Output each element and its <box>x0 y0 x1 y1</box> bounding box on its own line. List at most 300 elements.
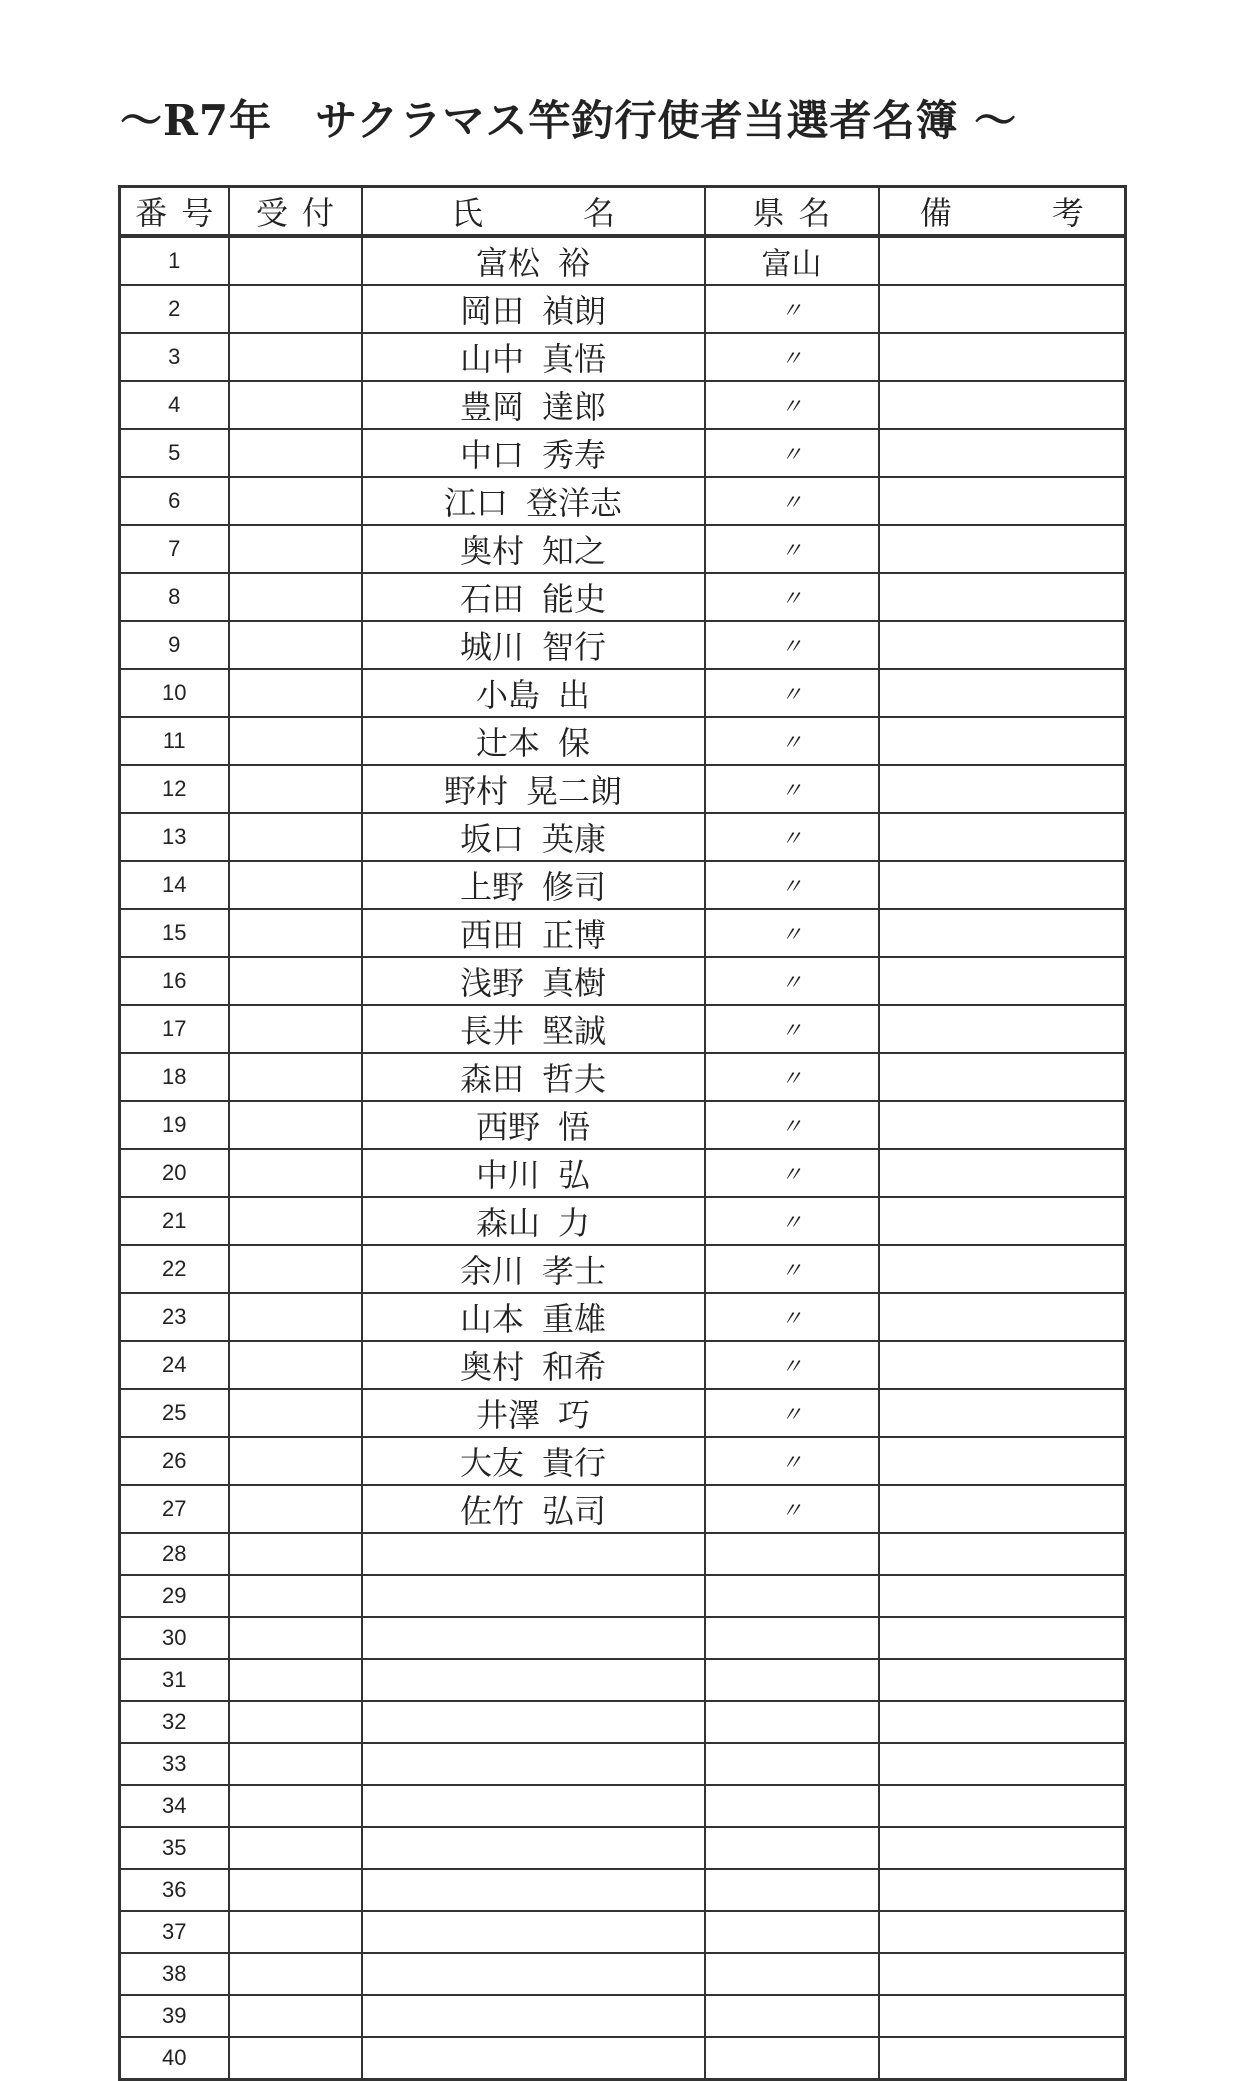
row-number: 22 <box>120 1245 229 1293</box>
row-number: 17 <box>120 1005 229 1053</box>
table-row <box>120 717 1126 765</box>
notes-cell <box>879 1575 1126 1617</box>
row-number: 26 <box>120 1437 229 1485</box>
row-number: 1 <box>120 236 229 285</box>
name-cell <box>362 909 705 957</box>
given-name: 能史 <box>542 580 607 618</box>
table-row <box>120 765 1126 813</box>
received-cell <box>229 1659 362 1701</box>
received-cell <box>229 717 362 765</box>
given-name: 和希 <box>542 1348 607 1386</box>
header-prefecture-char-2: 名 <box>798 194 831 232</box>
notes-cell <box>879 717 1126 765</box>
row-number: 25 <box>120 1389 229 1437</box>
row-number: 30 <box>120 1617 229 1659</box>
prefecture-cell: 〃 <box>705 1149 879 1197</box>
row-number: 28 <box>120 1533 229 1575</box>
prefecture-cell <box>705 1827 879 1869</box>
table-row <box>120 861 1126 909</box>
prefecture-cell <box>705 1701 879 1743</box>
prefecture-cell: 〃 <box>705 957 879 1005</box>
given-name: 禎朗 <box>542 292 607 330</box>
notes-cell <box>879 1701 1126 1743</box>
notes-cell <box>879 525 1126 573</box>
received-cell <box>229 1785 362 1827</box>
row-number: 11 <box>120 717 229 765</box>
given-name: 裕 <box>558 244 591 282</box>
received-cell <box>229 1053 362 1101</box>
given-name: 智行 <box>542 628 607 666</box>
name-cell <box>362 236 705 285</box>
prefecture-cell: 〃 <box>705 1341 879 1389</box>
prefecture-cell <box>705 1575 879 1617</box>
given-name: 悟 <box>558 1108 591 1146</box>
prefecture-cell: 〃 <box>705 285 879 333</box>
name-cell <box>362 525 705 573</box>
notes-cell <box>879 573 1126 621</box>
received-cell <box>229 333 362 381</box>
received-cell <box>229 957 362 1005</box>
notes-cell <box>879 1659 1126 1701</box>
header-received-char-2: 付 <box>302 194 335 232</box>
given-name: 哲夫 <box>542 1060 607 1098</box>
name-cell <box>362 429 705 477</box>
notes-cell <box>879 1953 1126 1995</box>
table-row <box>120 1245 1126 1293</box>
name-cell <box>362 1341 705 1389</box>
received-cell <box>229 1005 362 1053</box>
surname: 城川 <box>459 628 524 666</box>
name-cell <box>362 813 705 861</box>
received-cell <box>229 861 362 909</box>
notes-cell <box>879 1617 1126 1659</box>
surname: 西田 <box>459 916 524 954</box>
prefecture-cell <box>705 1659 879 1701</box>
row-number: 34 <box>120 1785 229 1827</box>
received-cell <box>229 429 362 477</box>
notes-cell <box>879 1005 1126 1053</box>
surname: 野村 <box>443 772 508 810</box>
prefecture-cell: 〃 <box>705 1053 879 1101</box>
prefecture-cell: 〃 <box>705 1485 879 1533</box>
notes-cell <box>879 1869 1126 1911</box>
row-number: 24 <box>120 1341 229 1389</box>
row-number: 8 <box>120 573 229 621</box>
prefecture-cell: 〃 <box>705 333 879 381</box>
prefecture-cell: 〃 <box>705 525 879 573</box>
prefecture-cell <box>705 1869 879 1911</box>
header-row <box>120 187 1126 237</box>
given-name: 弘 <box>558 1156 591 1194</box>
row-number: 37 <box>120 1911 229 1953</box>
table-row <box>120 813 1126 861</box>
table-row <box>120 1575 1126 1617</box>
received-cell <box>229 813 362 861</box>
surname: 山中 <box>459 340 524 378</box>
given-name: 達郎 <box>542 388 607 426</box>
prefecture-cell: 〃 <box>705 429 879 477</box>
notes-cell <box>879 765 1126 813</box>
table-row <box>120 1149 1126 1197</box>
notes-cell <box>879 1911 1126 1953</box>
notes-cell <box>879 1197 1126 1245</box>
notes-cell <box>879 1053 1126 1101</box>
prefecture-cell: 〃 <box>705 1101 879 1149</box>
surname: 岡田 <box>459 292 524 330</box>
prefecture-cell: 〃 <box>705 1197 879 1245</box>
notes-cell <box>879 669 1126 717</box>
prefecture-cell: 〃 <box>705 381 879 429</box>
row-number: 27 <box>120 1485 229 1533</box>
notes-cell <box>879 1485 1126 1533</box>
table-row <box>120 1911 1126 1953</box>
surname: 中口 <box>459 436 524 474</box>
table-row <box>120 1053 1126 1101</box>
received-cell <box>229 765 362 813</box>
row-number: 23 <box>120 1293 229 1341</box>
name-cell <box>362 1197 705 1245</box>
name-cell <box>362 381 705 429</box>
row-number: 20 <box>120 1149 229 1197</box>
notes-cell <box>879 285 1126 333</box>
name-cell <box>362 1005 705 1053</box>
received-cell <box>229 1995 362 2037</box>
given-name: 弘司 <box>542 1492 607 1530</box>
row-number: 9 <box>120 621 229 669</box>
name-cell <box>362 957 705 1005</box>
table-row <box>120 1995 1126 2037</box>
surname: 井澤 <box>475 1396 540 1434</box>
row-number: 33 <box>120 1743 229 1785</box>
prefecture-cell: 〃 <box>705 573 879 621</box>
received-cell <box>229 477 362 525</box>
header-prefecture-char-1: 県 <box>752 194 785 232</box>
received-cell <box>229 1869 362 1911</box>
received-cell <box>229 381 362 429</box>
received-cell <box>229 573 362 621</box>
table-row <box>120 285 1126 333</box>
table-row <box>120 1293 1126 1341</box>
notes-cell <box>879 1389 1126 1437</box>
given-name: 孝士 <box>542 1252 607 1290</box>
name-cell <box>362 1701 705 1743</box>
table-row <box>120 1827 1126 1869</box>
name-cell <box>362 1911 705 1953</box>
notes-cell <box>879 477 1126 525</box>
given-name: 登洋志 <box>526 484 623 522</box>
notes-cell <box>879 1533 1126 1575</box>
notes-cell <box>879 621 1126 669</box>
name-cell <box>362 861 705 909</box>
surname: 江口 <box>443 484 508 522</box>
surname: 富松 <box>475 244 540 282</box>
prefecture-cell <box>705 1617 879 1659</box>
notes-cell <box>879 1785 1126 1827</box>
received-cell <box>229 1389 362 1437</box>
row-number: 10 <box>120 669 229 717</box>
given-name: 重雄 <box>542 1300 607 1338</box>
table-row <box>120 1389 1126 1437</box>
row-number: 3 <box>120 333 229 381</box>
surname: 余川 <box>459 1252 524 1290</box>
surname: 森田 <box>459 1060 524 1098</box>
name-cell <box>362 1659 705 1701</box>
notes-cell <box>879 1743 1126 1785</box>
received-cell <box>229 1149 362 1197</box>
received-cell <box>229 1743 362 1785</box>
prefecture-cell <box>705 1785 879 1827</box>
notes-cell <box>879 1341 1126 1389</box>
surname: 山本 <box>459 1300 524 1338</box>
header-notes-char-1: 備 <box>919 194 952 232</box>
received-cell <box>229 1617 362 1659</box>
given-name: 出 <box>558 676 591 714</box>
prefecture-cell: 〃 <box>705 1245 879 1293</box>
notes-cell <box>879 813 1126 861</box>
name-cell <box>362 1533 705 1575</box>
table-row <box>120 1701 1126 1743</box>
table-row <box>120 1197 1126 1245</box>
prefecture-cell <box>705 1911 879 1953</box>
prefecture-cell <box>705 2037 879 2079</box>
header-number-char-2: 号 <box>181 194 214 232</box>
row-number: 4 <box>120 381 229 429</box>
name-cell <box>362 1953 705 1995</box>
surname: 奥村 <box>459 532 524 570</box>
surname: 浅野 <box>459 964 524 1002</box>
row-number: 40 <box>120 2037 229 2079</box>
table-row <box>120 429 1126 477</box>
table-row <box>120 525 1126 573</box>
row-number: 16 <box>120 957 229 1005</box>
received-cell <box>229 1575 362 1617</box>
notes-cell <box>879 1293 1126 1341</box>
name-cell <box>362 669 705 717</box>
table-row <box>120 1341 1126 1389</box>
page-title: ～R7年 サクラマス竿釣行使者当選者名簿 ～ <box>120 96 1018 145</box>
prefecture-cell: 〃 <box>705 477 879 525</box>
prefecture-cell: 〃 <box>705 813 879 861</box>
received-cell <box>229 1341 362 1389</box>
received-cell <box>229 621 362 669</box>
name-cell <box>362 765 705 813</box>
surname: 豊岡 <box>459 388 524 426</box>
row-number: 18 <box>120 1053 229 1101</box>
name-cell <box>362 477 705 525</box>
row-number: 14 <box>120 861 229 909</box>
name-cell <box>362 1149 705 1197</box>
header-notes-char-2: 考 <box>1051 194 1084 232</box>
row-number: 2 <box>120 285 229 333</box>
received-cell <box>229 1101 362 1149</box>
given-name: 真樹 <box>542 964 607 1002</box>
prefecture-cell: 〃 <box>705 861 879 909</box>
table-row <box>120 1617 1126 1659</box>
table-row <box>120 1437 1126 1485</box>
name-cell <box>362 717 705 765</box>
surname: 小島 <box>475 676 540 714</box>
table-row <box>120 1533 1126 1575</box>
received-cell <box>229 285 362 333</box>
notes-cell <box>879 2037 1126 2079</box>
notes-cell <box>879 1995 1126 2037</box>
row-number: 36 <box>120 1869 229 1911</box>
given-name: 英康 <box>542 820 607 858</box>
table-row <box>120 2037 1126 2079</box>
prefecture-cell <box>705 1995 879 2037</box>
name-cell <box>362 1389 705 1437</box>
received-cell <box>229 1827 362 1869</box>
row-number: 32 <box>120 1701 229 1743</box>
row-number: 15 <box>120 909 229 957</box>
prefecture-cell: 〃 <box>705 621 879 669</box>
header-name-char-2: 名 <box>583 194 616 232</box>
table-row <box>120 573 1126 621</box>
row-number: 7 <box>120 525 229 573</box>
row-number: 12 <box>120 765 229 813</box>
received-cell <box>229 236 362 285</box>
prefecture-cell: 〃 <box>705 765 879 813</box>
table-row <box>120 957 1126 1005</box>
given-name: 真悟 <box>542 340 607 378</box>
given-name: 晃二朗 <box>526 772 623 810</box>
prefecture-cell: 〃 <box>705 669 879 717</box>
table-row <box>120 1785 1126 1827</box>
table-row <box>120 381 1126 429</box>
surname: 辻本 <box>475 724 540 762</box>
table-row <box>120 1659 1126 1701</box>
notes-cell <box>879 236 1126 285</box>
surname: 長井 <box>459 1012 524 1050</box>
header-name <box>362 187 705 237</box>
given-name: 知之 <box>542 532 607 570</box>
received-cell <box>229 1911 362 1953</box>
given-name: 修司 <box>542 868 607 906</box>
row-number: 39 <box>120 1995 229 2037</box>
row-number: 5 <box>120 429 229 477</box>
received-cell <box>229 669 362 717</box>
name-cell <box>362 1869 705 1911</box>
header-prefecture <box>705 187 879 237</box>
prefecture-cell: 〃 <box>705 909 879 957</box>
given-name: 堅誠 <box>542 1012 607 1050</box>
surname: 上野 <box>459 868 524 906</box>
notes-cell <box>879 1827 1126 1869</box>
name-cell <box>362 333 705 381</box>
notes-cell <box>879 957 1126 1005</box>
table-row <box>120 1101 1126 1149</box>
table-row <box>120 1005 1126 1053</box>
received-cell <box>229 1245 362 1293</box>
notes-cell <box>879 429 1126 477</box>
prefecture-cell: 〃 <box>705 1437 879 1485</box>
received-cell <box>229 1533 362 1575</box>
name-cell <box>362 1245 705 1293</box>
given-name: 力 <box>558 1204 591 1242</box>
prefecture-cell: 〃 <box>705 1389 879 1437</box>
row-number: 35 <box>120 1827 229 1869</box>
table-row <box>120 1869 1126 1911</box>
notes-cell <box>879 333 1126 381</box>
notes-cell <box>879 909 1126 957</box>
prefecture-cell <box>705 1743 879 1785</box>
given-name: 巧 <box>558 1396 591 1434</box>
header-received <box>229 187 362 237</box>
surname: 大友 <box>459 1444 524 1482</box>
header-received-char-1: 受 <box>255 194 288 232</box>
name-cell <box>362 285 705 333</box>
name-cell <box>362 573 705 621</box>
roster-table <box>118 185 1127 2081</box>
table-row <box>120 236 1126 285</box>
received-cell <box>229 909 362 957</box>
prefecture-cell: 〃 <box>705 717 879 765</box>
given-name: 秀寿 <box>542 436 607 474</box>
row-number: 29 <box>120 1575 229 1617</box>
row-number: 38 <box>120 1953 229 1995</box>
received-cell <box>229 1293 362 1341</box>
surname: 西野 <box>475 1108 540 1146</box>
notes-cell <box>879 1437 1126 1485</box>
received-cell <box>229 1485 362 1533</box>
name-cell <box>362 621 705 669</box>
notes-cell <box>879 1245 1126 1293</box>
given-name: 保 <box>558 724 591 762</box>
name-cell <box>362 1743 705 1785</box>
name-cell <box>362 1053 705 1101</box>
received-cell <box>229 1197 362 1245</box>
name-cell <box>362 1617 705 1659</box>
notes-cell <box>879 861 1126 909</box>
received-cell <box>229 1953 362 1995</box>
table-row <box>120 1485 1126 1533</box>
surname: 佐竹 <box>459 1492 524 1530</box>
name-cell <box>362 2037 705 2079</box>
given-name: 正博 <box>542 916 607 954</box>
received-cell <box>229 1437 362 1485</box>
table-row <box>120 477 1126 525</box>
row-number: 6 <box>120 477 229 525</box>
prefecture-cell <box>705 1533 879 1575</box>
row-number: 19 <box>120 1101 229 1149</box>
received-cell <box>229 2037 362 2079</box>
received-cell <box>229 525 362 573</box>
table-row <box>120 669 1126 717</box>
table-row <box>120 333 1126 381</box>
notes-cell <box>879 1149 1126 1197</box>
table-row <box>120 1953 1126 1995</box>
name-cell <box>362 1485 705 1533</box>
prefecture-cell <box>705 1953 879 1995</box>
name-cell <box>362 1575 705 1617</box>
table-row <box>120 909 1126 957</box>
prefecture-cell: 〃 <box>705 1293 879 1341</box>
surname: 奥村 <box>459 1348 524 1386</box>
surname: 森山 <box>475 1204 540 1242</box>
received-cell <box>229 1701 362 1743</box>
table-row <box>120 621 1126 669</box>
name-cell <box>362 1785 705 1827</box>
name-cell <box>362 1827 705 1869</box>
prefecture-cell: 〃 <box>705 1005 879 1053</box>
header-notes <box>879 187 1126 237</box>
row-number: 31 <box>120 1659 229 1701</box>
header-number <box>120 187 229 237</box>
row-number: 13 <box>120 813 229 861</box>
surname: 石田 <box>459 580 524 618</box>
header-number-char-1: 番 <box>135 194 168 232</box>
surname: 中川 <box>475 1156 540 1194</box>
